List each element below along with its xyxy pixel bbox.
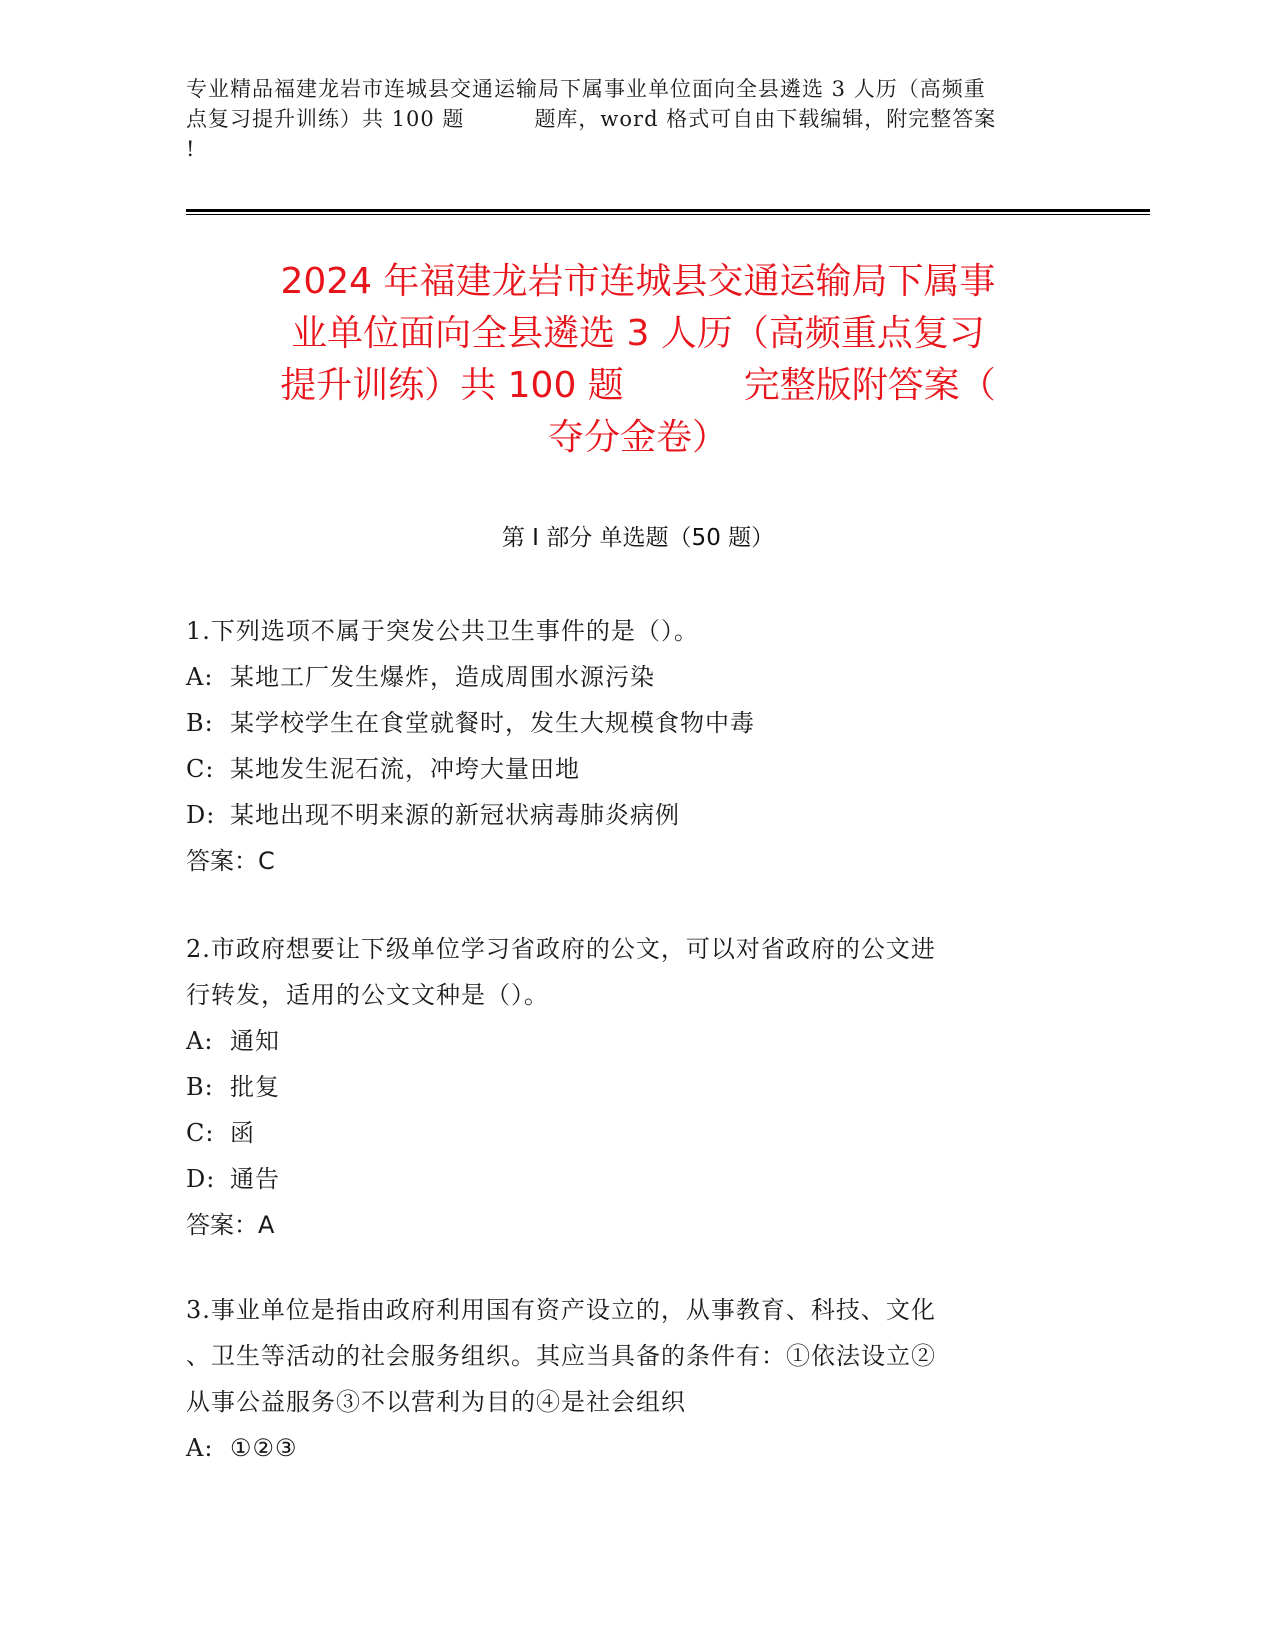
option-letter: A: <box>186 1027 214 1055</box>
header-divider-thick <box>186 209 1150 212</box>
section-heading: 第 I 部分 单选题（50 题） <box>501 525 775 551</box>
option-b <box>186 1064 1086 1110</box>
option-letter: C: <box>186 755 215 783</box>
option-text: 某地发生泥石流，冲垮大量田地 <box>230 755 580 783</box>
answer-line: 答案：C <box>186 847 275 875</box>
title-line: 业单位面向全县遴选 3 人历（高频重点复习 <box>291 313 985 354</box>
option-c <box>186 746 1086 792</box>
document-title <box>186 256 1090 464</box>
question-stem: 3.事业单位是指由政府利用国有资产设立的，从事教育、科技、文化 <box>186 1296 936 1324</box>
document-header-note <box>186 74 1066 164</box>
answer-line: 答案：A <box>186 1211 275 1239</box>
title-line: 2024 年福建龙岩市连城县交通运输局下属事 <box>280 261 996 302</box>
option-text: 批复 <box>230 1073 280 1101</box>
title-line-part: 提升训练）共 100 题 <box>280 365 624 406</box>
header-line-part: 题库，word 格式可自由下载编辑，附完整答案 <box>534 107 997 131</box>
title-line: 夺分金卷） <box>547 417 728 458</box>
title-line <box>186 360 1090 412</box>
option-letter: A: <box>186 1434 214 1462</box>
option-text: 通知 <box>230 1027 280 1055</box>
header-line: 专业精品福建龙岩市连城县交通运输局下属事业单位面向全县遴选 3 人历（高频重 <box>186 77 986 101</box>
question-stem: 行转发，适用的公文文种是（）。 <box>186 981 549 1009</box>
option-letter: B: <box>186 1073 214 1101</box>
question-stem: 、卫生等活动的社会服务组织。其应当具备的条件有：①依法设立② <box>186 1342 936 1370</box>
option-d <box>186 1156 1086 1202</box>
option-a <box>186 1018 1086 1064</box>
question-stem: 1.下列选项不属于突发公共卫生事件的是（）。 <box>186 617 699 645</box>
option-a <box>186 1425 1086 1471</box>
option-text: 通告 <box>230 1165 280 1193</box>
header-line <box>186 104 1066 134</box>
option-text: ①②③ <box>230 1434 298 1462</box>
option-c <box>186 1110 1086 1156</box>
option-text: 某地工厂发生爆炸，造成周围水源污染 <box>230 663 655 691</box>
option-a <box>186 654 1086 700</box>
question-stem: 从事公益服务③不以营利为目的④是社会组织 <box>186 1388 686 1416</box>
option-letter: D: <box>186 801 216 829</box>
header-line: ! <box>186 137 196 161</box>
option-text: 某地出现不明来源的新冠状病毒肺炎病例 <box>230 801 680 829</box>
question-1 <box>186 608 1086 884</box>
option-letter: D: <box>186 1165 216 1193</box>
option-text: 某学校学生在食堂就餐时，发生大规模食物中毒 <box>230 709 755 737</box>
option-d <box>186 792 1086 838</box>
question-3 <box>186 1287 1086 1471</box>
option-letter: C: <box>186 1119 215 1147</box>
header-divider-thin <box>186 214 1150 215</box>
option-letter: B: <box>186 709 214 737</box>
option-text: 函 <box>230 1119 255 1147</box>
question-stem: 2.市政府想要让下级单位学习省政府的公文，可以对省政府的公文进 <box>186 935 936 963</box>
header-line-part: 点复习提升训练）共 100 题 <box>186 107 465 131</box>
question-2 <box>186 926 1086 1248</box>
option-b <box>186 700 1086 746</box>
title-line-part: 完整版附答案（ <box>743 365 996 406</box>
option-letter: A: <box>186 663 214 691</box>
